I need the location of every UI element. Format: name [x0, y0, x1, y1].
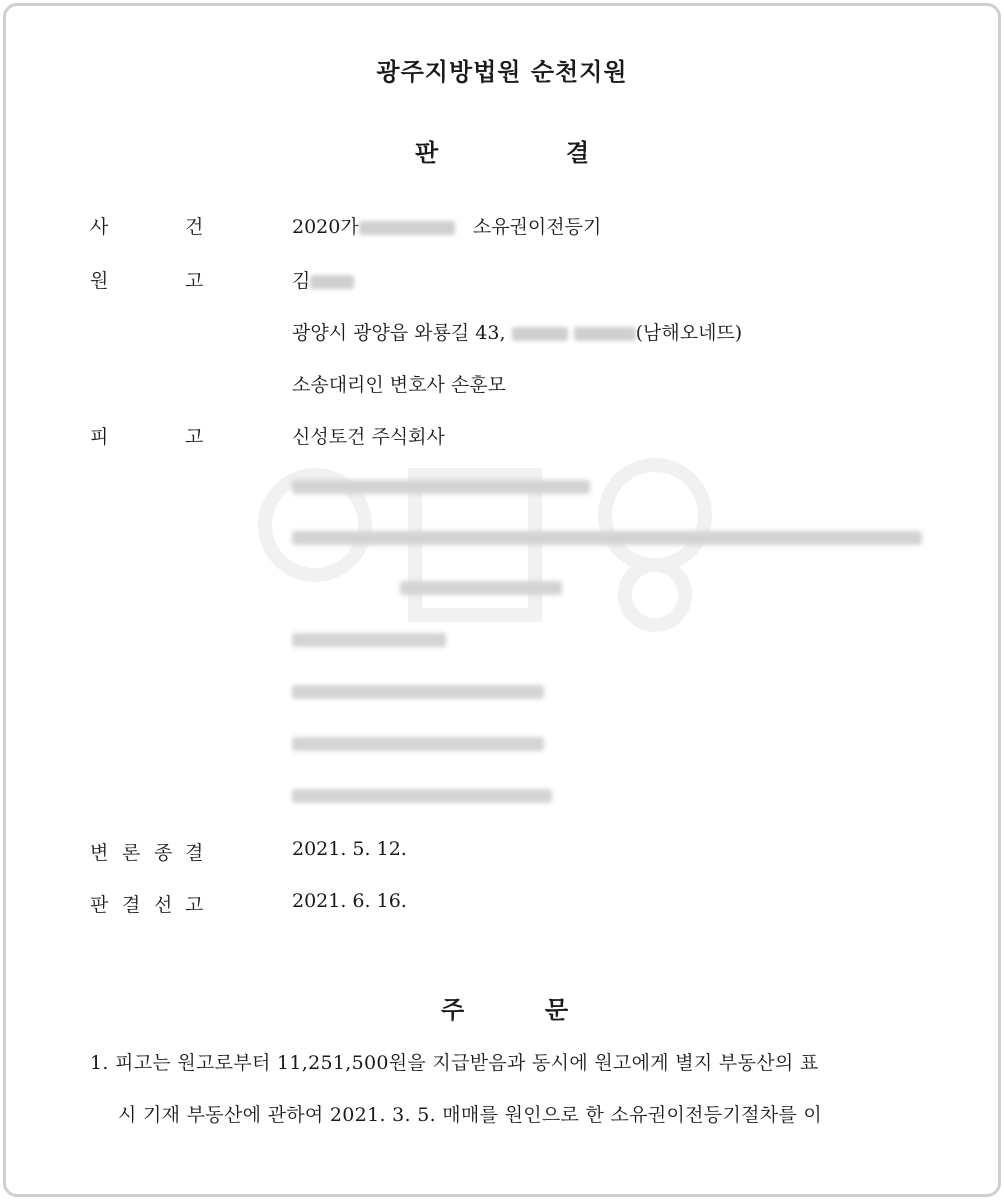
plaintiff-address-prefix: 광양시 광양읍 와룡길 43, — [292, 322, 506, 344]
doc-title-char-2: 결 — [566, 139, 590, 167]
judgment-label-2: 결 — [122, 894, 141, 916]
court-name: 광주지방법원 순천지원 — [376, 58, 628, 86]
order-title-char-2: 문 — [545, 996, 569, 1024]
redacted-address-1 — [512, 327, 568, 341]
plaintiff-attorney: 소송대리인 변호사 손훈모 — [292, 374, 506, 396]
doc-title-char-1: 판 — [415, 139, 439, 167]
plaintiff-address — [292, 318, 742, 345]
judgment-date: 2021. 6. 16. — [292, 890, 407, 912]
case-name: 소유권이전등기 — [472, 216, 602, 238]
order-line-2: 시 기재 부동산에 관하여 2021. 3. 5. 매매를 원인으로 한 소유권이전등기절차를 이 — [118, 1104, 823, 1126]
redacted-line-2 — [292, 531, 922, 545]
judgment-label-4: 고 — [185, 894, 204, 916]
plaintiff-name-text: 김 — [292, 270, 311, 292]
defendant-label-2: 고 — [185, 426, 204, 448]
plaintiff-name — [292, 266, 354, 293]
closing-label-2: 론 — [122, 842, 141, 864]
redacted-plaintiff-name — [310, 275, 354, 289]
case-label-1: 사 — [90, 216, 109, 238]
judgment-label-1: 판 — [90, 894, 109, 916]
case-number-text: 2020가 — [292, 216, 359, 238]
plaintiff-label-2: 고 — [185, 270, 204, 292]
redacted-line-7 — [292, 789, 552, 803]
redacted-line-5 — [292, 685, 544, 699]
redacted-line-6 — [292, 737, 544, 751]
closing-label-4: 결 — [185, 842, 204, 864]
redacted-case-number — [359, 221, 455, 235]
closing-date: 2021. 5. 12. — [292, 838, 407, 860]
order-line-1: 1. 피고는 원고로부터 11,251,500원을 지급받음과 동시에 원고에게 별지 부동산의 표 — [90, 1052, 819, 1074]
judgment-label-3: 선 — [154, 894, 173, 916]
plaintiff-label-1: 원 — [90, 270, 109, 292]
closing-label-3: 종 — [154, 842, 173, 864]
defendant-name: 신성토건 주식회사 — [292, 426, 445, 448]
defendant-label-1: 피 — [90, 426, 109, 448]
plaintiff-address-suffix: (남해오네뜨) — [635, 322, 743, 344]
redacted-line-4 — [292, 633, 446, 647]
redacted-address-2 — [574, 327, 636, 341]
redacted-line-1 — [292, 480, 590, 494]
redacted-line-3 — [400, 581, 562, 595]
case-label-2: 건 — [185, 216, 204, 238]
case-number — [292, 212, 601, 239]
closing-label-1: 변 — [90, 842, 109, 864]
order-title-char-1: 주 — [441, 996, 465, 1024]
